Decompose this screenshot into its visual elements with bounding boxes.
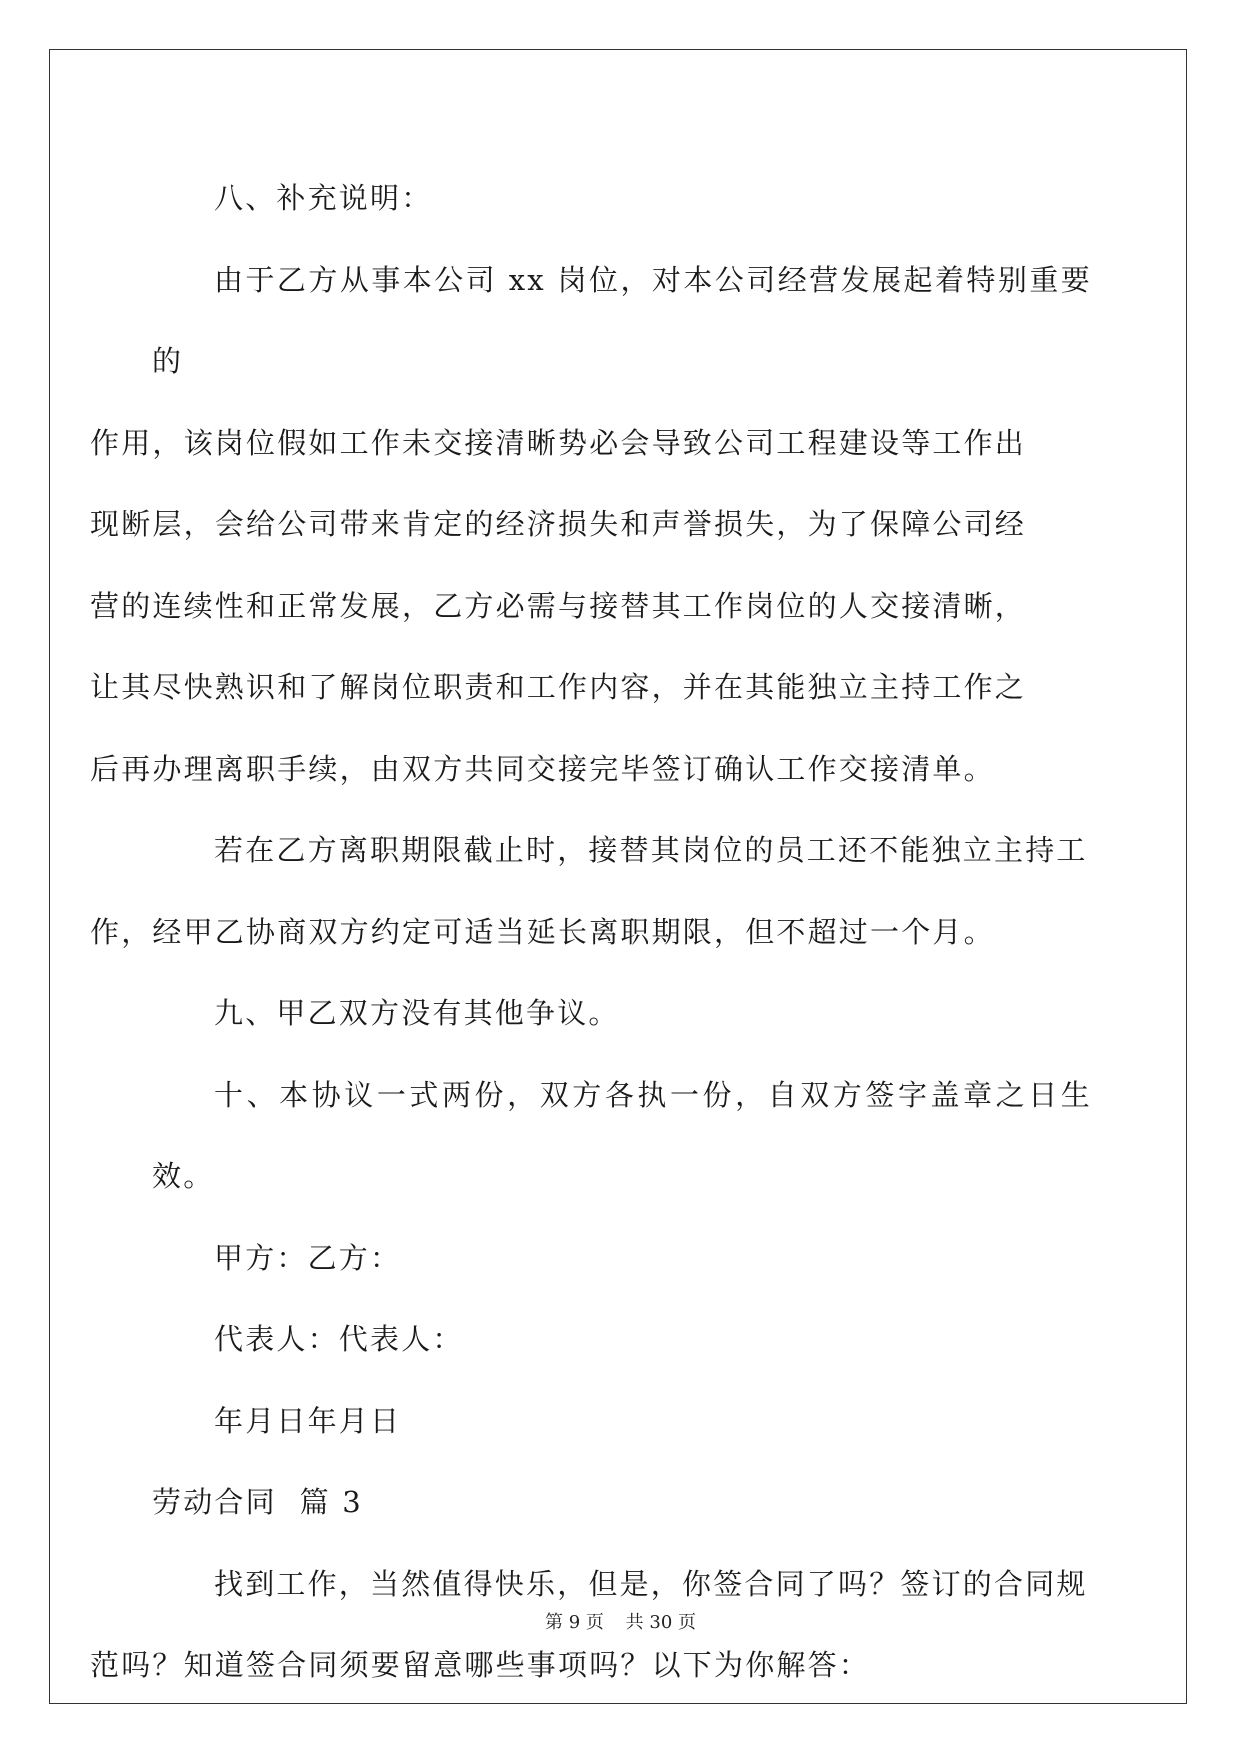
text-line: 作，经甲乙协商双方约定可适当延长离职期限，但不超过一个月。 [90,914,995,949]
paragraph-handover-terms [90,240,1092,811]
text-line: 后再办理离职手续，由双方共同交接完毕签订确认工作交接清单。 [90,751,995,786]
text-line: 甲方：乙方： [214,1240,402,1275]
text-line: 八、补充说明： [214,181,433,215]
paragraph-representatives [152,1299,1092,1381]
text-line: 让其尽快熟识和了解岗位职责和工作内容，并在其能独立主持工作之 [90,670,1027,704]
text-line: 代表人：代表人： [214,1322,464,1356]
page-number: 第 9 页 [545,1612,604,1633]
text-line: 年月日年月日 [214,1403,402,1438]
paragraph-parties [152,1218,1092,1300]
text-line: 范吗？知道签合同须要留意哪些事项吗？以下为你解答： [90,1648,871,1682]
text-line: 营的连续性和正常发展，乙方必需与接替其工作岗位的人交接清晰， [90,588,1027,623]
paragraph-supplement-heading [152,158,1092,240]
paragraph-extension-terms [90,810,1092,973]
paragraph-dates [152,1381,1092,1463]
page-total: 共 30 页 [625,1612,696,1633]
paragraph-no-dispute [152,973,1092,1055]
section-heading-contract-3 [152,1462,1092,1544]
text-line: 九、甲乙双方没有其他争议。 [214,996,620,1030]
text-line: 劳动合同 篇 3 [152,1485,363,1519]
text-line: 现断层，会给公司带来肯定的经济损失和声誉损失，为了保障公司经 [90,507,1027,541]
text-line: 由于乙方从事本公司 xx 岗位，对本公司经营发展起着特别重要的 [152,262,1092,378]
text-line: 作用，该岗位假如工作未交接清晰势必会导致公司工程建设等工作出 [90,425,1027,460]
page-footer [0,1608,1241,1634]
paragraph-copies-effective [152,1055,1092,1218]
text-line: 十、本协议一式两份，双方各执一份，自双方签字盖章之日生效。 [152,1077,1092,1193]
document-body [90,158,1092,1707]
text-line: 找到工作，当然值得快乐，但是，你签合同了吗？签订的合同规 [214,1566,1088,1601]
text-line: 若在乙方离职期限截止时，接替其岗位的员工还不能独立主持工 [214,833,1088,867]
